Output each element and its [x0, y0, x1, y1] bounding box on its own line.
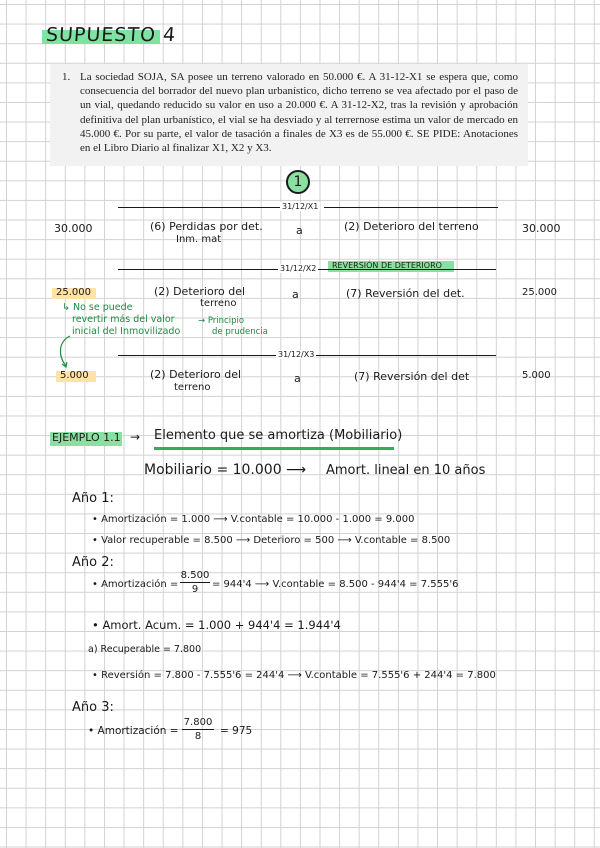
calc-rest: = 944'4 ⟶ V.contable = 8.500 - 944'4 = 7.555'6	[212, 579, 459, 590]
given-value: Mobiliario = 10.000	[144, 462, 282, 478]
calc-rest: = 975	[220, 725, 253, 737]
year-title: Año 3:	[72, 700, 114, 715]
statement-number: 1.	[62, 71, 71, 83]
page-title: SUPUESTO 4	[45, 24, 177, 46]
note-line: ↳ No se puede	[62, 302, 133, 313]
note-line: inicial del Inmovilizado	[72, 326, 181, 337]
entry-separator: a	[292, 288, 299, 301]
fraction-numerator: 7.800	[183, 717, 213, 728]
entry-date: 31/12/X1	[282, 202, 319, 211]
calc-line: • Reversión = 7.800 - 7.555'6 = 244'4 ⟶ V.contable = 7.555'6 + 244'4 = 7.800	[92, 670, 496, 681]
section-marker: 1	[286, 170, 310, 194]
calc-line: a) Recuperable = 7.800	[88, 644, 202, 655]
journal-line-right	[312, 355, 496, 356]
debit-account: (6) Perdidas por det.	[150, 220, 263, 233]
fraction-denominator: 9	[191, 584, 199, 595]
note-line: de prudencia	[212, 327, 268, 337]
journal-line-left	[118, 269, 280, 270]
debit-account: (2) Deterioro del	[154, 285, 246, 298]
fraction-bar	[182, 729, 214, 730]
year-title: Año 2:	[72, 555, 114, 570]
calc-prefix: • Amortización =	[88, 725, 179, 737]
fraction-numerator: 8.500	[180, 570, 210, 581]
problem-statement	[50, 64, 528, 166]
journal-line-left	[118, 207, 280, 208]
credit-amount: 25.000	[522, 287, 557, 298]
debit-account-detail: terreno	[200, 298, 237, 309]
fraction-denominator: 8	[194, 731, 202, 742]
statement-text: La sociedad SOJA, SA posee un terreno valorado en 50.000 €. A 31-12-X1 se espera que, como consecuencia del borrador del nuevo plan urbanístico, dicho terreno se vea afectado por el paso de un vial, quedando reducido su valor en uso a 20.000 €. A 31-12-X2, tras la revisión y aprobación definitiva del plan urbanístico, el vial se ha desviado y al terrernose estima un valor de mercado en 45.000 €. Por su parte, el valor de tasación a finales de X3 es de 55.000 €. SE PIDE: Anotaciones en el Libro Diario al finalizar X1, X2 y X3.	[80, 71, 518, 155]
example-heading: Elemento que se amortiza (Mobiliario)	[154, 428, 403, 443]
calc-line: • Valor recuperable = 8.500 ⟶ Deterioro = 500 ⟶ V.contable = 8.500	[92, 535, 451, 546]
year-title: Año 1:	[72, 491, 114, 506]
heading-underline	[154, 447, 394, 450]
debit-amount: 30.000	[54, 222, 93, 235]
debit-account: (2) Deterioro del	[150, 368, 242, 381]
debit-amount: 25.000	[56, 287, 91, 298]
given-arrow: ⟶	[286, 462, 307, 478]
entry-separator: a	[296, 224, 303, 237]
entry-label: REVERSIÓN DE DETERIORO	[332, 261, 442, 270]
note-line: revertir más del valor	[72, 314, 175, 325]
credit-account: (7) Reversión del det	[354, 370, 470, 383]
fraction	[182, 717, 214, 742]
credit-amount: 30.000	[522, 222, 561, 235]
credit-account: (7) Reversión del det.	[346, 287, 465, 300]
journal-line-left	[118, 355, 276, 356]
note-arrow-icon	[56, 334, 76, 370]
debit-account-detail: Inm. mat	[176, 234, 222, 245]
entry-date: 31/12/X3	[278, 350, 315, 359]
debit-amount: 5.000	[60, 370, 89, 381]
calc-line: • Amortización = 1.000 ⟶ V.contable = 10.000 - 1.000 = 9.000	[92, 514, 415, 525]
debit-account-detail: terreno	[174, 382, 211, 393]
entry-separator: a	[294, 372, 301, 385]
calc-prefix: • Amortización =	[92, 579, 179, 590]
note-line: → Principio	[198, 316, 245, 326]
entry-date: 31/12/X2	[280, 264, 317, 273]
journal-line-right	[324, 207, 498, 208]
calc-line: • Amort. Acum. = 1.000 + 944'4 = 1.944'4	[92, 618, 341, 632]
credit-amount: 5.000	[522, 370, 551, 381]
example-label: EJEMPLO 1.1	[52, 431, 121, 444]
given-method: Amort. lineal en 10 años	[326, 463, 486, 478]
credit-account: (2) Deterioro del terreno	[344, 220, 479, 233]
example-arrow: →	[130, 430, 141, 444]
fraction-bar	[180, 582, 210, 583]
fraction	[180, 570, 210, 595]
